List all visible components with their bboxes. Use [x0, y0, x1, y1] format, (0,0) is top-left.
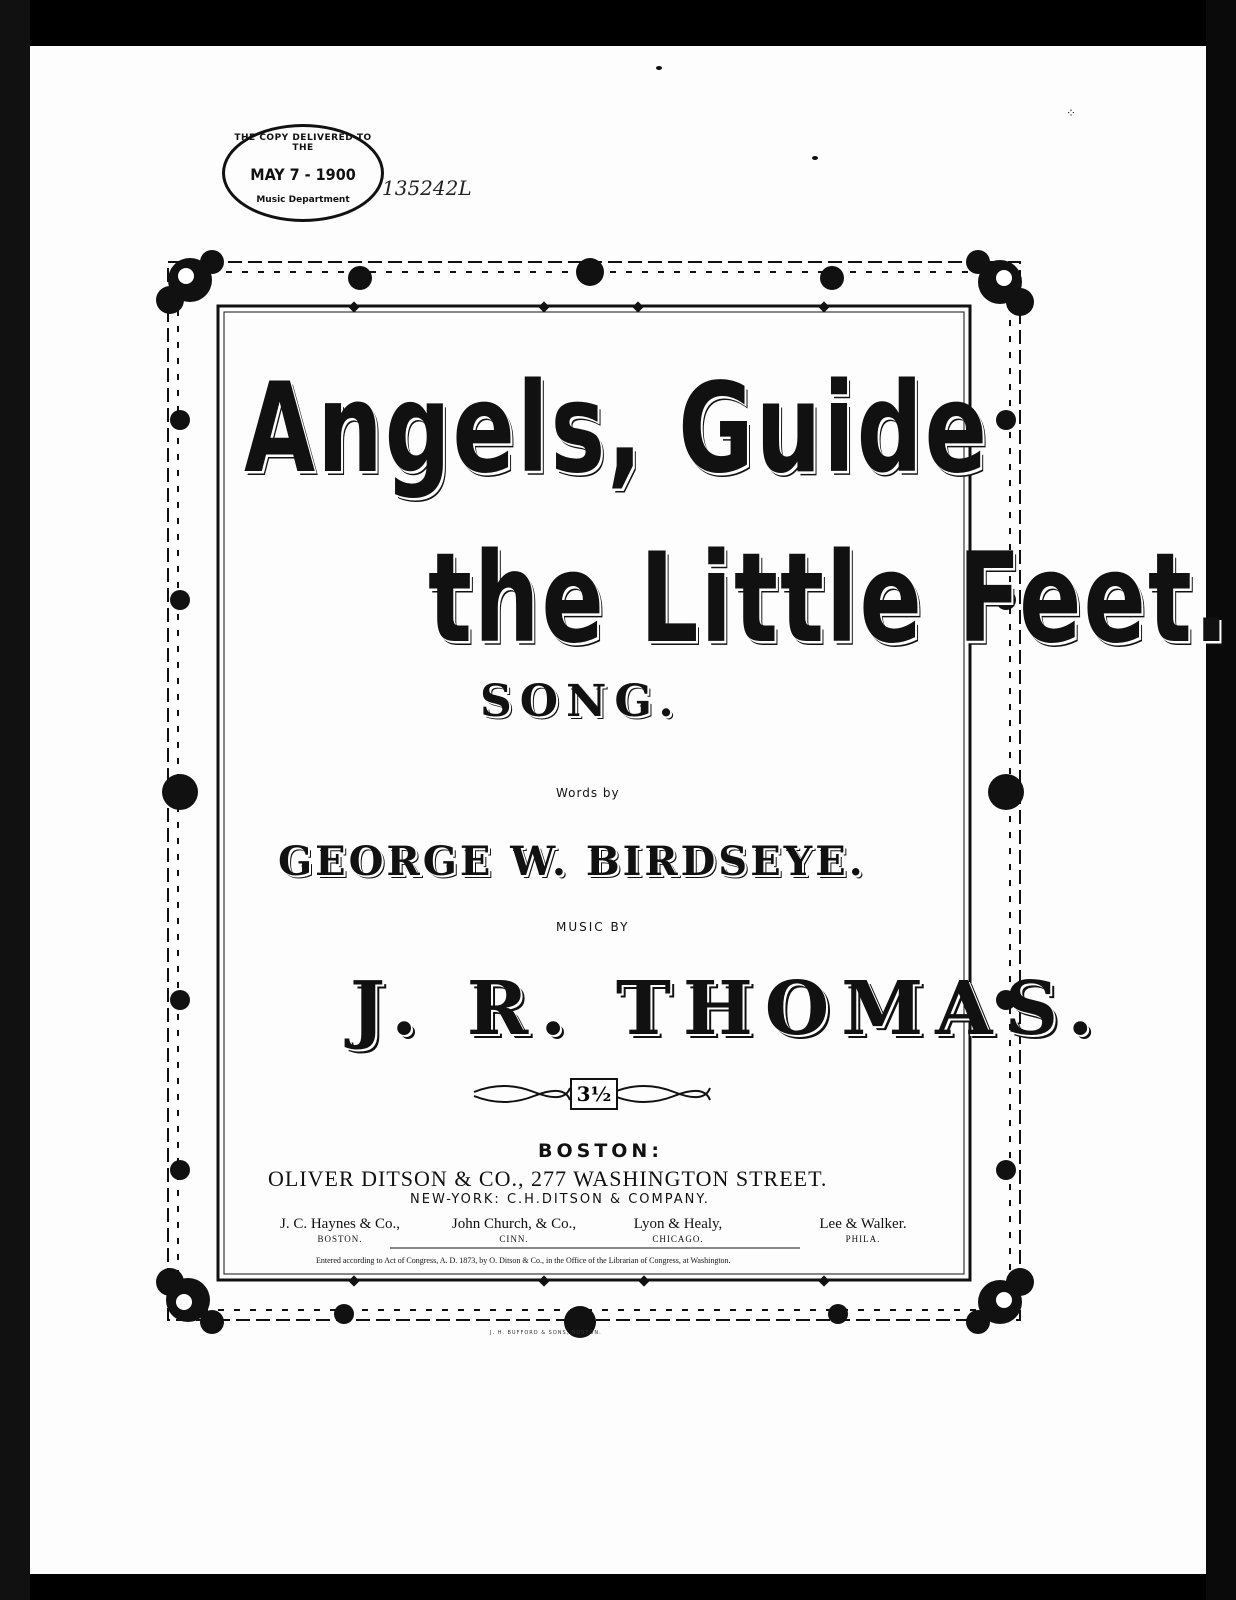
stamp-date: MAY 7 - 1900	[250, 165, 356, 184]
price-box: 3½	[570, 1078, 618, 1110]
corner-flower-top-right	[966, 250, 1034, 316]
title-line-1: Angels, Guide	[244, 356, 990, 501]
scan-speck	[812, 156, 818, 160]
corner-flower-bottom-left	[156, 1268, 224, 1334]
publisher-city: BOSTON:	[538, 1140, 663, 1162]
scan-speck	[656, 66, 662, 70]
title-line-2: the Little Feet.	[428, 526, 1231, 671]
agent-church: John Church, & Co., CINN.	[451, 1216, 577, 1244]
composer-name: J. R. THOMAS.	[350, 966, 1106, 1052]
words-by-label: Words by	[556, 786, 620, 800]
agent-lyon-healy: Lyon & Healy, CHICAGO.	[633, 1216, 723, 1244]
corner-flower-bottom-right	[966, 1268, 1034, 1334]
lyricist-name: GEORGE W. BIRDSEYE.	[278, 838, 866, 885]
copyright-deposit-stamp: THE COPY DELIVERED TO THE MAY 7 - 1900 Music Department	[222, 124, 384, 222]
corner-flower-top-left	[156, 250, 224, 314]
scan-specks: ⁘	[1066, 106, 1079, 120]
copyright-notice: Entered according to Act of Congress, A. D. 1873, by O. Ditson & Co., in the Office of the Librarian of Congress, at Washington.	[316, 1256, 731, 1265]
engraver-credit: J. H. BUFFORD & SONS, BOSTON.	[490, 1330, 602, 1336]
publisher-new-york: NEW-YORK: C.H.DITSON & COMPANY.	[410, 1192, 710, 1207]
music-by-label: MUSIC BY	[556, 920, 630, 934]
publisher-name: OLIVER DITSON & CO., 277 WASHINGTON STREET.	[268, 1166, 828, 1191]
agent-haynes: J. C. Haynes & Co., BOSTON.	[280, 1216, 400, 1244]
handwritten-catalog-number: 135242L	[382, 176, 472, 200]
agent-lee-walker: Lee & Walker. PHILA.	[819, 1216, 907, 1244]
genre-label: SONG.	[480, 676, 682, 727]
